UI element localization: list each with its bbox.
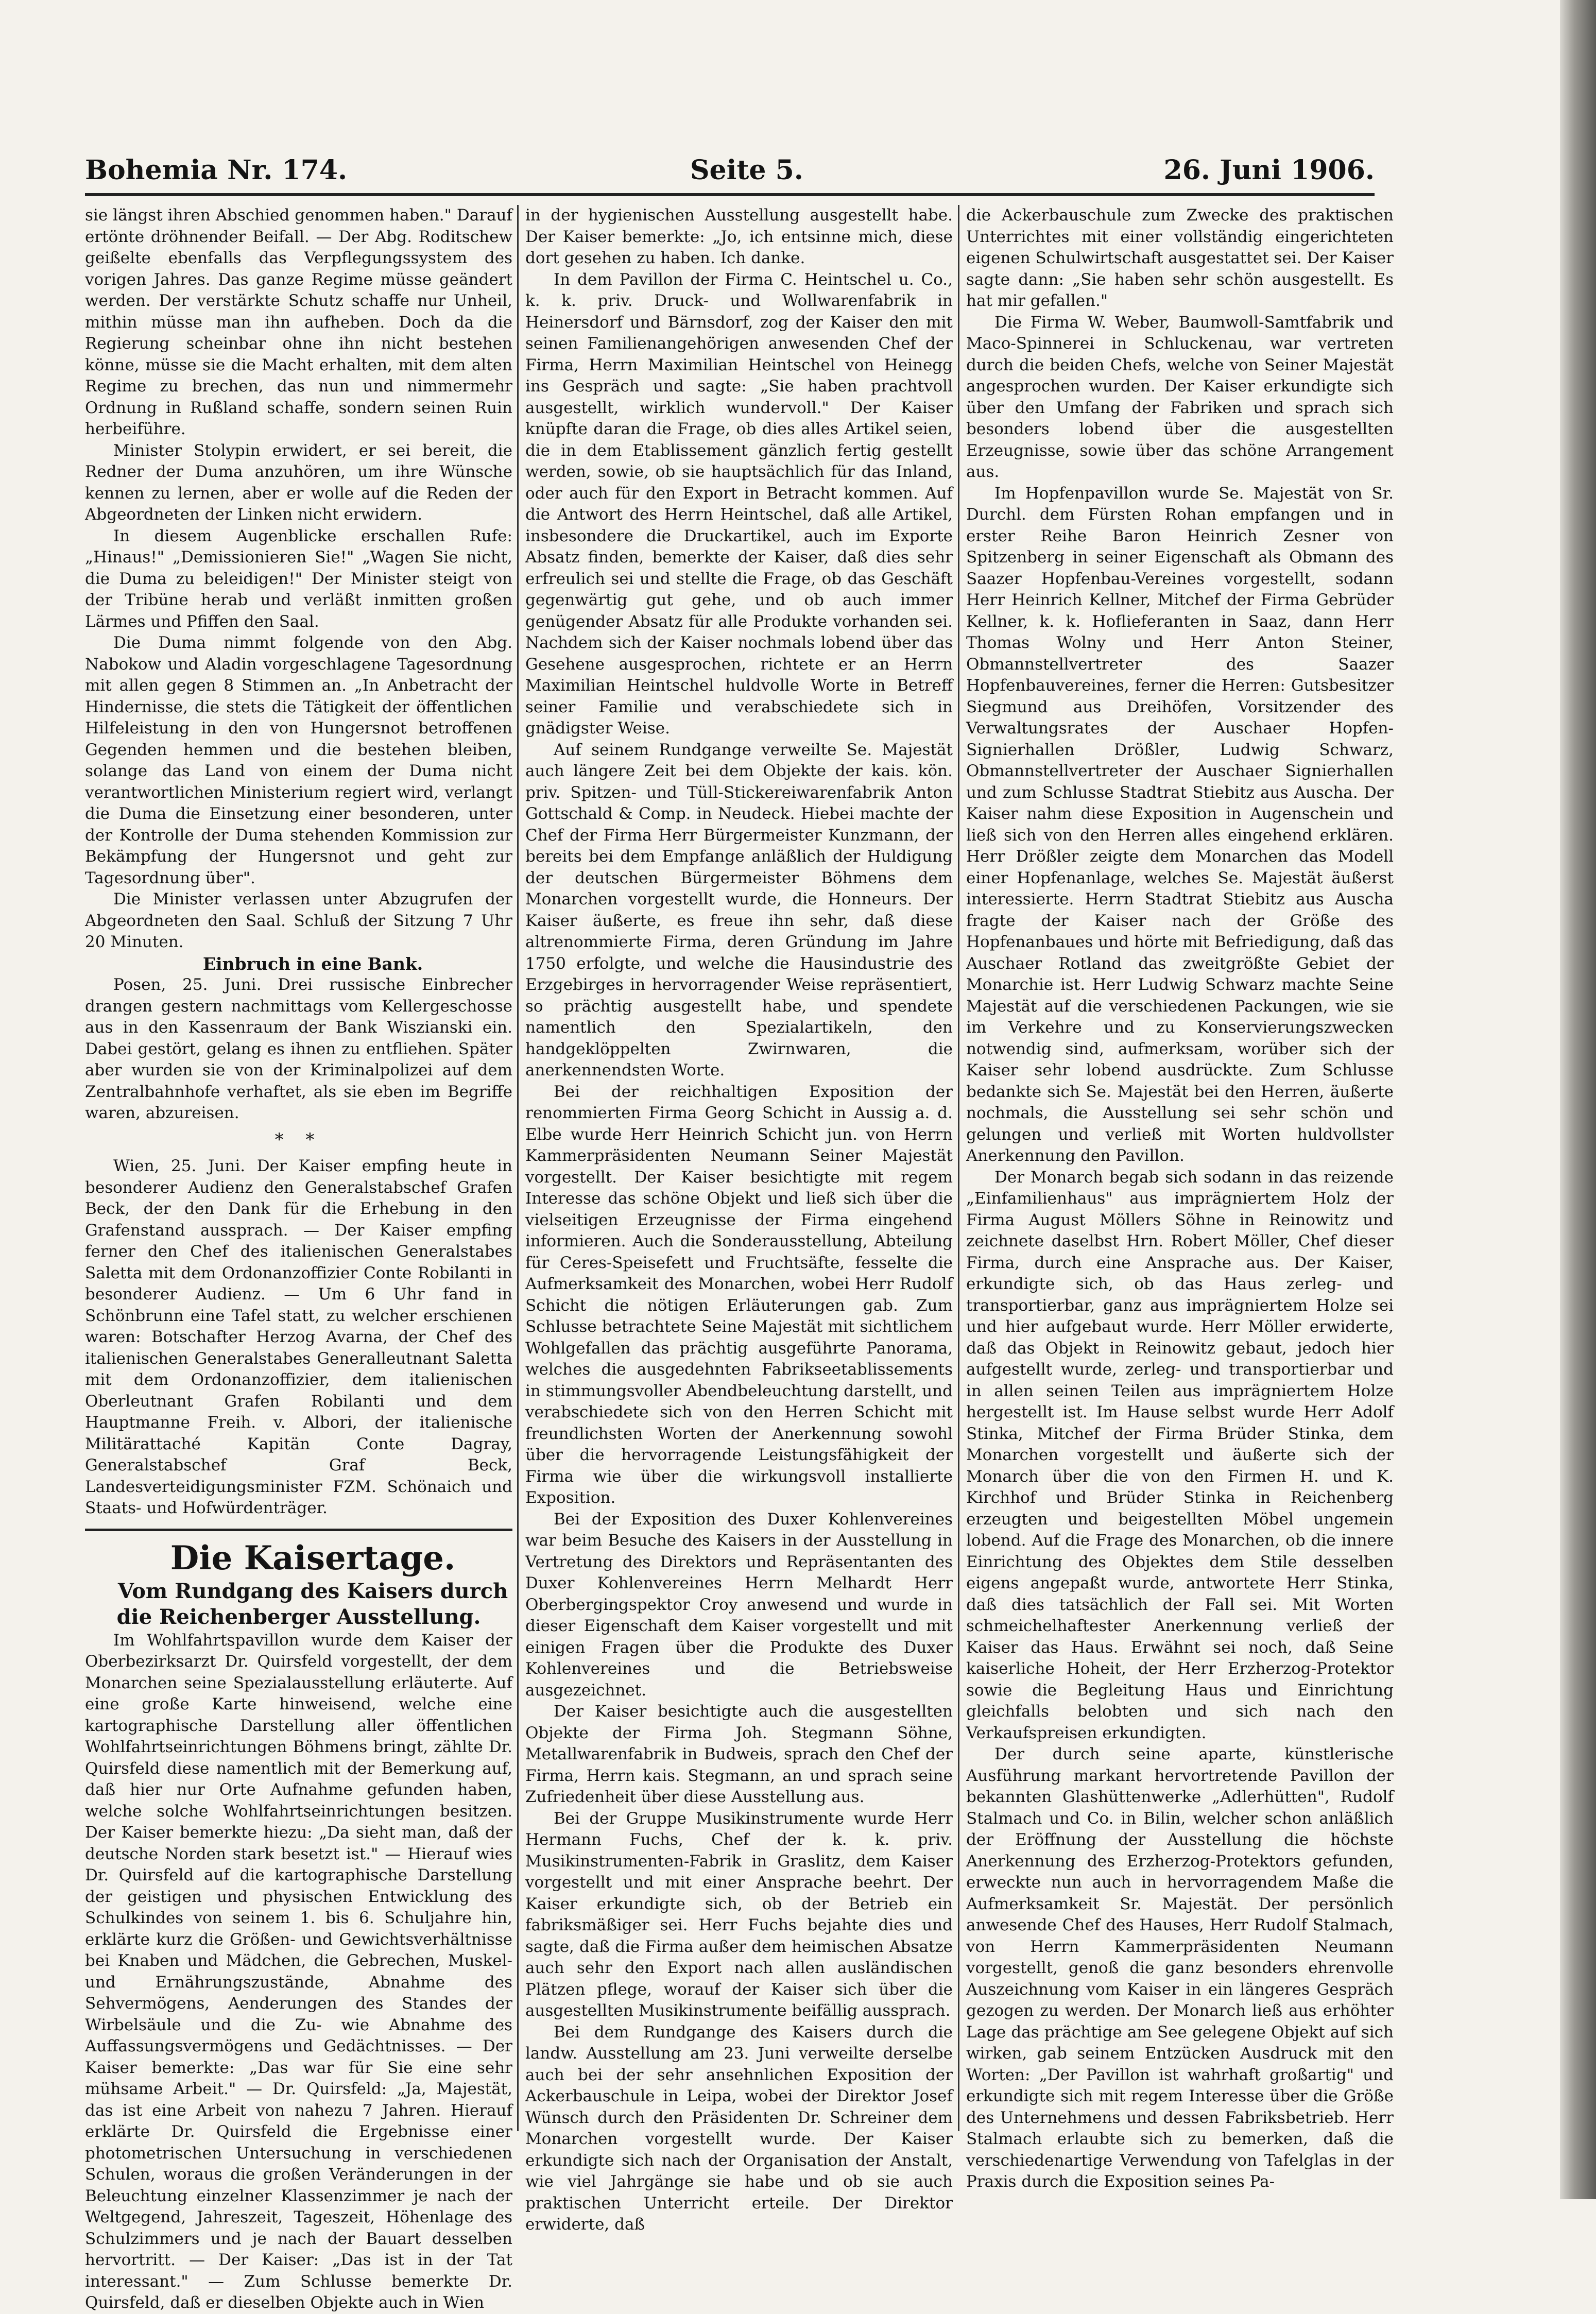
header-newspaper-issue: Bohemia Nr. 174. — [85, 155, 348, 186]
article-subtitle: Vom Rundgang des Kaisers durch die Reichenberger Ausstellung. — [116, 1579, 508, 1629]
article-paragraph: Der Kaiser besichtigte auch die ausgestellten Objekte der Firma Joh. Stegmann Söhne, Metallwarenfabrik in Budweis, sprach den Chef der Firma, Herrn kais. Stegmann, an und sprach seine Zufriedenheit über diese Ausstellung aus. — [525, 1702, 953, 1806]
article-paragraph: Bei der Exposition des Duxer Kohlenvereines war beim Besuche des Kaisers in der Ausstellung in Vertretung des Direktors und Repräsentanten des Duxer Kohlenvereines Herrn Melhardt Herr Oberbergingspektor Croy anwesend und wurde in dieser Eigenschaft dem Kaiser vorgestellt und mit einigen Fragen über die Produkte des Duxer Kohlenvereines und die Betriebsweise ausgezeichnet. — [525, 1510, 953, 1700]
header-date: 26. Juni 1906. — [1163, 155, 1375, 186]
article-paragraph: Im Hopfenpavillon wurde Se. Majestät von Sr. Durchl. dem Fürsten Rohan empfangen und in erster Reihe Baron Heinrich Zesner von Spitzenberg in seiner Eigenschaft als Obmann des Saazer Hopfenbau-Vereines vorgestellt, sodann Herr Heinrich Kellner, Mitchef der Firma Gebrüder Kellner, k. k. Hoflieferanten in Saaz, dann Herr Thomas Wolny und Herr Anton Steiner, Obmannstellvertreter des Saazer Hopfenbauvereines, ferner die Herren: Gutsbesitzer Siegmund aus Dreihöfen, Vorsitzender des Verwaltungsrates der Auschaer Hopfen-Signierhallen Drößler, Ludwig Schwarz, Obmannstellvertreter der Auschaer Signierhallen und zum Schlusse Stadtrat Stiebitz aus Auscha. Der Kaiser nahm diese Exposition in Augenschein und ließ sich von den Herren alles eingehend erklären. Herr Drößler zeigte dem Monarchen das Modell einer Hopfenanlage, welches Se. Majestät äußerst interessierte. Herrn Stadtrat Stiebitz aus Auscha fragte der Kaiser nach der Größe des Hopfenanbaues und hörte mit Befriedigung, daß das Auschaer Rotland das zweitgrößte Gebiet der Monarchie ist. Herr Ludwig Schwarz machte Seine Majestät auf die verschiedenen Packungen, wie sie im Verkehre und zu Konservierungszwecken notwendig sind, aufmerksam, worüber sich der Kaiser sehr lobend ausdrückte. Zum Schlusse bedankte sich Se. Majestät bei den Herren, äußerte nochmals, die Ausstellung sei sehr schön und gelungen und verließ mit Worten huldvollster Anerkennung den Pavillon. — [966, 484, 1394, 1165]
article-title: Die Kaisertage. — [170, 1538, 456, 1578]
article-paragraph: Minister Stolypin erwidert, er sei bereit, die Redner der Duma anzuhören, um ihre Wünsche kennen zu lernen, aber er wolle auf die Reden der Abgeordneten der Linken nicht erwidern. — [85, 441, 512, 524]
article-paragraph: In diesem Augenblicke erschallen Rufe: „Hinaus!" „Demissionieren Sie!" „Wagen Sie nicht, die Duma zu beleidigen!" Der Minister steigt von der Tribüne herab und verläßt inmitten großen Lärmes und Pfiffen den Saal. — [85, 526, 512, 631]
article-paragraph: sie längst ihren Abschied genommen haben." Darauf ertönte dröhnender Beifall. — Der Abg. Roditschew geißelte ebenfalls das Verpflegungssystem des vorigen Jahres. Das ganze Regime müsse geändert werden. Der verstärkte Schutz schaffe nur Unheil, mithin müsse man ihn aufheben. Doch da die Regierung scheinbar ohne ihn nicht bestehen könne, müsse sie die Macht erhalten, mit dem alten Regime zu brechen, das nun und nimmermehr Ordnung in Rußland schaffe, sondern seinen Ruin herbeiführe. — [85, 206, 512, 438]
column-divider — [958, 205, 959, 2131]
article-paragraph: Der durch seine aparte, künstlerische Ausführung markant hervortretende Pavillon der bekannten Glashüttenwerke „Adlerhütten", Rudolf Stalmach und Co. in Bilin, welcher schon anläßlich der Eröffnung der Ausstellung die höchste Anerkennung des Erzherzog-Protektors gefunden, erweckte nun auch in hervorragendem Maße die Aufmerksamkeit Sr. Majestät. Der persönlich anwesende Chef des Hauses, Herr Rudolf Stalmach, von Herrn Kammerpräsidenten Neumann vorgestellt, genoß die ganz besonders ehrenvolle Auszeichnung vom Kaiser in ein längeres Gespräch gezogen zu werden. Der Monarch ließ aus erhöhter Lage das prächtige am See gelegene Objekt auf sich wirken, gab seinem Entzücken Ausdruck mit den Worten: „Der Pavillon ist wahrhaft großartig" und erkundigte sich mit regem Interesse über die Größe des Unternehmens und dessen Fabriksbetrieb. Herr Stalmach erlaubte sich zu bemerken, daß die verschiedenartige Verwendung von Tafelglas in der Praxis durch die Exposition seines Pa- — [966, 1745, 1394, 2191]
scan-edge — [1560, 0, 1596, 2199]
article-paragraph: Die Firma W. Weber, Baumwoll-Samtfabrik und Maco-Spinnerei in Schluckenau, war vertreten durch die beiden Chefs, welche von Seiner Majestät angesprochen wurden. Der Kaiser erkundigte sich über den Umfang der Fabriken und sprach sich besonders lobend über die ausgestellten Erzeugnisse, sowie über das schöne Arrangement aus. — [966, 313, 1394, 481]
section-separator: * * — [274, 1129, 323, 1150]
article-paragraph: Bei dem Rundgange des Kaisers durch die landw. Ausstellung am 23. Juni verweilte derselbe auch bei der sehr ansehnlichen Exposition der Ackerbauschule in Leipa, wobei der Direktor Josef Wünsch durch den Präsidenten Dr. Schreiner dem Monarchen vorgestellt wurde. Der Kaiser erkundigte sich nach der Organisation der Anstalt, wie viel Jahrgänge sie habe und ob sie auch praktischen Unterricht erteile. Der Direktor erwiderte, daß — [525, 2022, 953, 2234]
article-paragraph: In dem Pavillon der Firma C. Heintschel u. Co., k. k. priv. Druck- und Wollwarenfabrik in Heinersdorf und Bärnsdorf, zog der Kaiser den mit seinen Familienangehörigen anwesenden Chef der Firma, Herrn Maximilian Heintschel von Heinegg ins Gespräch und sagte: „Sie haben prachtvoll ausgestellt, wirklich wundervoll." Der Kaiser knüpfte daran die Frage, ob dies alles Artikel seien, die in dem Etablissement gänzlich fertig gestellt werden, sowie, ob sie hauptsächlich für das Inland, oder auch für den Export in Betracht kommen. Auf die Antwort des Herrn Heintschel, daß alle Artikel, insbesondere die Druckartikel, auch im Exporte Absatz finden, bemerkte der Kaiser, daß dies sehr erfreulich sei und stellte die Frage, ob das Geschäft gegenwärtig gut gehe, und ob auch immer genügender Absatz für alle Produkte vorhanden sei. Nachdem sich der Kaiser nochmals lobend über das Gesehene ausgesprochen, richtete er an Herrn Maximilian Heintschel huldvolle Worte in Betreff seiner Familie und verabschiedete sich in gnädigster Weise. — [525, 270, 953, 738]
column-3 — [966, 205, 1394, 2191]
article-paragraph: Auf seinem Rundgange verweilte Se. Majestät auch längere Zeit bei dem Objekte der kais. kön. priv. Spitzen- und Tüll-Stickereiwarenfabrik Anton Gottschald & Comp. in Neudeck. Hiebei machte der Chef der Firma Herr Bürgermeister Kunzmann, der bereits bei dem Empfange anläßlich der Huldigung der deutschen Bürgermeister Böhmens dem Monarchen vorgestellt wurde, die Honneurs. Der Kaiser äußerte, es freue ihn sehr, daß diese altrenommierte Firma, deren Gründung im Jahre 1750 erfolgte, und welche die Hausindustrie des Erzgebirges in hervorragender Weise repräsentiert, so prächtig ausgestellt habe, und spendete namentlich den Spezialartikeln, den handgeklöppelten Zwirnwaren, die anerkennendsten Worte. — [525, 740, 953, 1079]
article-paragraph: Im Wohlfahrtspavillon wurde dem Kaiser der Oberbezirksarzt Dr. Quirsfeld vorgestellt, der dem Monarchen seine Spezialausstellung erläuterte. Auf eine große Karte hinweisend, welche eine kartographische Darstellung aller öffentlichen Wohlfahrtseinrichtungen Böhmens bringt, zählte Dr. Quirsfeld diese namentlich mit der Bemerkung auf, daß hier nur Orte Aufnahme gefunden haben, welche solche Wohlfahrtseinrichtungen besitzen. Der Kaiser bemerkte hiezu: „Da sieht man, daß der deutsche Norden stark besetzt ist." — Hierauf wies Dr. Quirsfeld auf die kartographische Darstellung der geistigen und physischen Entwicklung des Schulkindes von seinem 1. bis 6. Schuljahre hin, erklärte kurz die Größen- und Gewichtsverhältnisse bei Knaben und Mädchen, die Gebrechen, Muskel- und Ernährungszustände, Abnahme des Sehvermögens, Aenderungen des Standes der Wirbelsäule und die Zu- wie Abnahme des Auffassungsvermögens und Gedächtnisses. — Der Kaiser bemerkte: „Das war für Sie eine sehr mühsame Arbeit." — Dr. Quirsfeld: „Ja, Majestät, das ist eine Arbeit von nahezu 7 Jahren. Hierauf erklärte Dr. Quirsfeld die Ergebnisse einer photometrischen Untersuchung in verschiedenen Schulen, woraus die großen Veränderungen in der Beleuchtung einzelner Klassenzimmer je nach der Weltgegend, Jahreszeit, Tageszeit, Höhenlage des Schulzimmers und je nach der Bauart desselben hervortritt. — Der Kaiser: „Das ist in der Tat interessant." — Zum Schlusse bemerkte Dr. Quirsfeld, daß er dieselben Objekte auch in Wien — [85, 1631, 512, 2312]
column-1 — [85, 205, 512, 2312]
article-paragraph: Posen, 25. Juni. Drei russische Einbrecher drangen gestern nachmittags vom Kellergeschosse aus in den Kassenraum der Bank Wiszianski ein. Dabei gestört, gelang es ihnen zu entfliehen. Später aber wurden sie von der Kriminalpolizei auf dem Zentralbahnhofe verhaftet, als sie eben im Begriffe waren, abzureisen. — [85, 975, 512, 1122]
column-2 — [525, 205, 953, 2234]
article-paragraph: Bei der Gruppe Musikinstrumente wurde Herr Hermann Fuchs, Chef der k. k. priv. Musikinstrumenten-Fabrik in Graslitz, dem Kaiser vorgestellt und mit einer Ansprache beehrt. Der Kaiser erkundigte sich, ob der Betrieb ein fabriksmäßiger sei. Herr Fuchs bejahte dies und sagte, daß die Firma außer dem heimischen Absatze auch sehr den Export nach allen ausländischen Plätzen pflege, worauf der Kaiser sich über die ausgestellten Musikinstrumente beifällig aussprach. — [525, 1809, 953, 2020]
article-paragraph: Wien, 25. Juni. Der Kaiser empfing heute in besonderer Audienz den Generalstabschef Grafen Beck, der den Dank für die Erhebung in den Grafenstand aussprach. — Der Kaiser empfing ferner den Chef des italienischen Generalstabes Saletta mit dem Ordonanzoffizier Conte Robilanti in besonderer Audienz. — Um 6 Uhr fand in Schönbrunn eine Tafel statt, zu welcher erschienen waren: Botschafter Herzog Avarna, der Chef des italienischen Generalstabes Generalleutnant Saletta mit dem Ordonanzoffizier, dem italienischen Oberleutnant Grafen Robilanti und dem Hauptmanne Freih. v. Albori, der italienische Militärattaché Kapitän Conte Dagray, Generalstabschef Graf Beck, Landesverteidigungsminister FZM. Schönaich und Staats- und Hofwürdenträger. — [85, 1157, 512, 1517]
article-paragraph: Die Duma nimmt folgende von den Abg. Nabokow und Aladin vorgeschlagene Tagesordnung mit allen gegen 8 Stimmen an. „In Anbetracht der Hindernisse, die stets die Tätigkeit der öffentlichen Hilfeleistung in den von Hungersnot betroffenen Gegenden hemmen und die bestehen bleiben, solange das Land von einem der Duma nicht verantwortlichen Ministerium regiert wird, verlangt die Duma die Einsetzung einer besonderen, unter der Kontrolle der Duma stehenden Kommission zur Bekämpfung der Hungersnot und geht zur Tagesordnung über". — [85, 633, 512, 887]
article-paragraph: Bei der reichhaltigen Exposition der renommierten Firma Georg Schicht in Aussig a. d. Elbe wurde Herr Heinrich Schicht jun. von Herrn Kammerpräsidenten Neumann Seiner Majestät vorgestellt. Der Kaiser besichtigte mit regem Interesse das schöne Objekt und ließ sich über die vielseitigen Erzeugnisse der Firma eingehend informieren. Auch die Sonderausstellung, Abteilung für Ceres-Speisefett und Fruchtsäfte, fesselte die Aufmerksamkeit des Monarchen, wobei Herr Rudolf Schicht die nötigen Erläuterungen gab. Zum Schlusse betrachtete Seine Majestät mit sichtlichem Wohlgefallen das prächtig ausgeführte Panorama, welches die ausgedehnten Fabrikseetablissements in stimmungsvoller Abendbeleuchtung darstellt, und verabschiedete sich von den Herren Schicht mit freundlichsten Worten der Anerkennung sowohl über die hervorragende Leistungsfähigkeit der Firma wie über die wirkungsvoll installierte Exposition. — [525, 1082, 953, 1507]
section-rule — [85, 1529, 512, 1531]
article-paragraph: Der Monarch begab sich sodann in das reizende „Einfamilienhaus" aus imprägniertem Holz der Firma August Möllers Söhne in Reinowitz und zeichnete daselbst Hrn. Robert Möller, Chef dieser Firma, durch eine Ansprache aus. Der Kaiser, erkundigte sich, ob das Haus zerleg- und transportierbar, ganz aus imprägniertem Holze sei und hier aufgebaut wurde. Herr Möller erwiderte, daß das Objekt in Reinowitz gebaut, jedoch hier aufgestellt wurde, zerleg- und transportierbar und in allen seinen Teilen aus imprägniertem Holze hergestellt ist. Im Hause selbst wurde Herr Adolf Stinka, Mitchef der Firma Brüder Stinka, dem Monarchen vorgestellt und äußerte sich der Monarch über die von den Firmen H. und K. Kirchhof und Brüder Stinka in Reichenberg erzeugten und beigestellten Möbel ungemein lobend. Auf die Frage des Monarchen, ob die innere Einrichtung des Objektes dem Stile desselben eigens angepaßt wurde, antwortete Herr Stinka, daß dies tatsächlich der Fall sei. Mit Worten schmeichelhaftester Anerkennung verließ der Kaiser das Haus. Erwähnt sei noch, daß Seine kaiserliche Hoheit, der Herr Erzherzog-Protektor sowie die Begleitung Haus und Einrichtung gleichfalls belobten und sich nach den Verkaufspreisen erkundigten. — [966, 1168, 1394, 1742]
page-header — [85, 155, 1375, 191]
article-paragraph: Die Minister verlassen unter Abzugrufen der Abgeordneten den Saal. Schluß der Sitzung 7 Uhr 20 Minuten. — [85, 890, 512, 951]
header-page-number: Seite 5. — [690, 155, 803, 186]
column-divider — [517, 205, 519, 2131]
header-rule — [85, 193, 1375, 196]
section-heading: Einbruch in eine Bank. — [202, 953, 423, 974]
article-paragraph: in der hygienischen Ausstellung ausgestellt habe. Der Kaiser bemerkte: „Jo, ich entsinne mich, diese dort gesehen zu haben. Ich danke. — [525, 206, 953, 267]
article-paragraph: die Ackerbauschule zum Zwecke des praktischen Unterrichtes mit einer vollständig eingerichteten eigenen Schulwirtschaft ausgestattet sei. Der Kaiser sagte dann: „Sie haben sehr schön ausgestellt. Es hat mir gefallen." — [966, 206, 1394, 310]
